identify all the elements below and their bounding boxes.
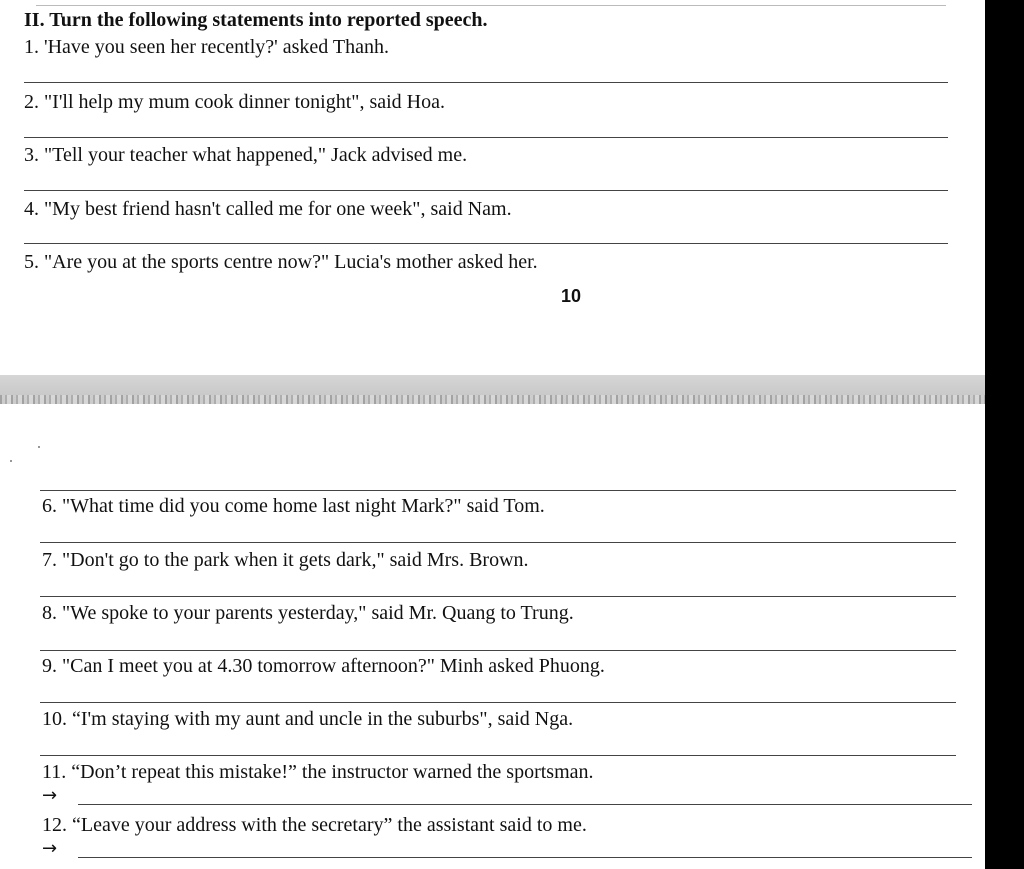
answer-line-3[interactable]	[24, 190, 948, 191]
page-gap-texture	[0, 395, 985, 404]
exercise-item-9: 9. "Can I meet you at 4.30 tomorrow afternoon?" Minh asked Phuong.	[42, 655, 605, 677]
answer-line-8[interactable]	[40, 650, 956, 651]
document-page-2	[0, 404, 985, 869]
arrow-icon: →	[42, 838, 58, 859]
top-edge-rule	[36, 5, 946, 6]
exercise-item-3: 3. "Tell your teacher what happened," Jack advised me.	[24, 144, 468, 166]
answer-line-4[interactable]	[24, 243, 948, 244]
exercise-item-12: 12. “Leave your address with the secretary” the assistant said to me.	[42, 814, 587, 836]
exercise-item-1: 1. 'Have you seen her recently?' asked Thanh.	[24, 36, 390, 58]
exercise-item-4: 4. "My best friend hasn't called me for one week", said Nam.	[24, 198, 512, 220]
document-page-1	[0, 0, 985, 375]
answer-line-11[interactable]	[78, 804, 972, 805]
exercise-item-6: 6. "What time did you come home last night Mark?" said Tom.	[42, 495, 545, 517]
answer-line-1[interactable]	[24, 82, 948, 83]
answer-line-12[interactable]	[78, 857, 972, 858]
scan-speck	[10, 460, 12, 462]
exercise-item-10: 10. “I'm staying with my aunt and uncle in the suburbs", said Nga.	[42, 708, 574, 730]
answer-line-9[interactable]	[40, 702, 956, 703]
exercise-heading: II. Turn the following statements into reported speech.	[24, 9, 488, 31]
answer-line-2[interactable]	[24, 137, 948, 138]
page-number: 10	[561, 286, 582, 306]
answer-line-10[interactable]	[40, 755, 956, 756]
scan-speck	[38, 446, 40, 448]
exercise-item-11: 11. “Don’t repeat this mistake!” the instructor warned the sportsman.	[42, 761, 594, 783]
exercise-item-2: 2. "I'll help my mum cook dinner tonight", said Hoa.	[24, 91, 445, 113]
exercise-item-5: 5. "Are you at the sports centre now?" Lucia's mother asked her.	[24, 251, 538, 273]
answer-line-6[interactable]	[40, 542, 956, 543]
exercise-item-7: 7. "Don't go to the park when it gets dark," said Mrs. Brown.	[42, 549, 529, 571]
exercise-item-8: 8. "We spoke to your parents yesterday," said Mr. Quang to Trung.	[42, 602, 574, 624]
answer-line-7[interactable]	[40, 596, 956, 597]
arrow-icon: →	[42, 785, 58, 806]
answer-line-5[interactable]	[40, 490, 956, 491]
